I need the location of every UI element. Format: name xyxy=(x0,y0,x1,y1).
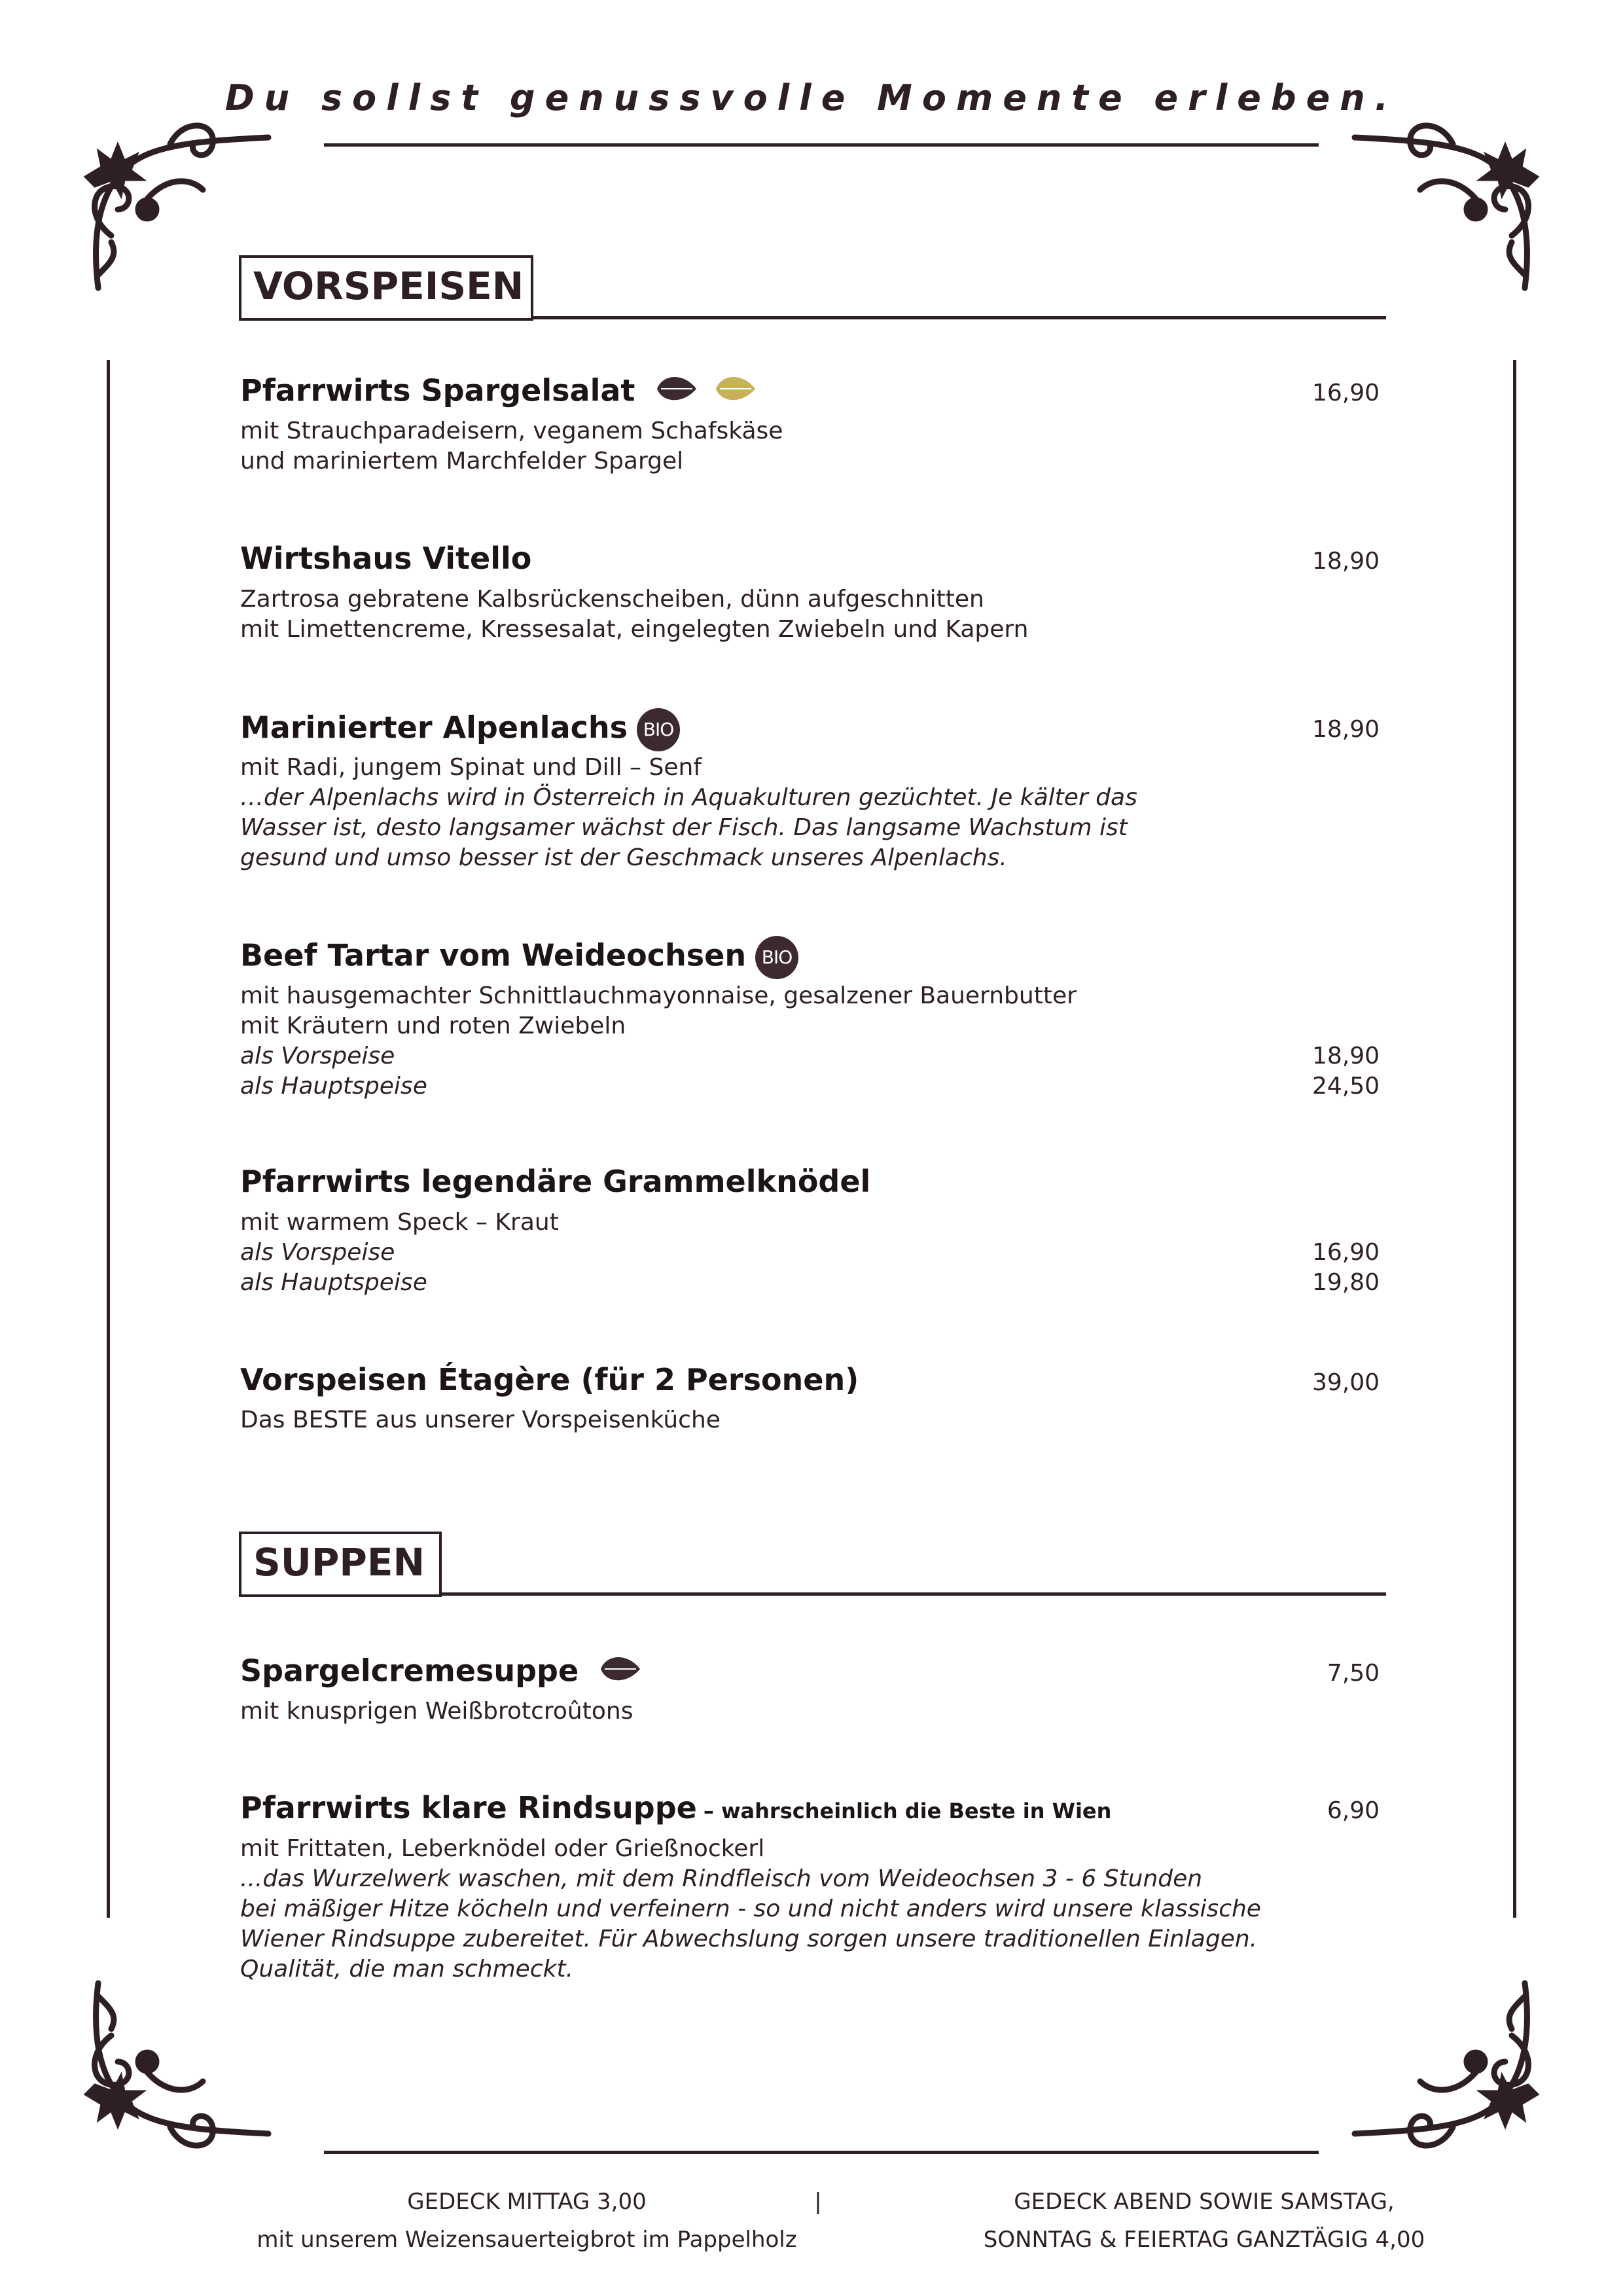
section-rule-vorspeisen xyxy=(531,316,1386,319)
variant-price: 16,90 xyxy=(1311,1239,1380,1266)
section-title-vorspeisen: VORSPEISEN xyxy=(239,255,533,321)
dish-description: mit Limettencreme, Kressesalat, eingelegten Zwiebeln und Kapern xyxy=(240,616,1029,643)
leaf-icon-dark xyxy=(654,372,699,414)
dish-description: mit Frittaten, Leberknödel oder Grießnockerl xyxy=(240,1835,765,1862)
variant-label: als Hauptspeise xyxy=(240,1073,427,1100)
dish-price: 16,90 xyxy=(1311,380,1380,406)
dish-note: bei mäßiger Hitze köcheln und verfeinern - so und nicht anders wird unsere klassische xyxy=(240,1895,1261,1922)
dish-description: mit Strauchparadeisern, veganem Schafskäse xyxy=(240,418,783,444)
dish-name: Vorspeisen Étagère (für 2 Personen) xyxy=(240,1362,859,1397)
section-title-suppen: SUPPEN xyxy=(239,1532,442,1597)
frame-left-line xyxy=(107,360,110,1918)
dish-note: gesund und umso besser ist der Geschmack unseres Alpenlachs. xyxy=(240,844,1007,871)
dish-note: Wiener Rindsuppe zubereitet. Für Abwechslung sorgen unsere traditionellen Einlagen. xyxy=(240,1926,1258,1952)
dish-subtitle: – wahrscheinlich die Beste in Wien xyxy=(703,1799,1112,1823)
footer-left-line: mit unserem Weizensauerteigbrot im Pappelholz xyxy=(257,2227,797,2253)
footer-left-line: GEDECK MITTAG 3,00 xyxy=(407,2189,647,2215)
variant-label: als Hauptspeise xyxy=(240,1269,427,1296)
menu-item-title xyxy=(240,708,680,751)
header-rule xyxy=(324,143,1319,147)
dish-name: Wirtshaus Vitello xyxy=(240,541,532,576)
dish-name: Spargelcremesuppe xyxy=(240,1653,579,1689)
footer-right-line: GEDECK ABEND SOWIE SAMSTAG, xyxy=(1014,2189,1395,2215)
leaf-icon-dark xyxy=(598,1652,643,1694)
corner-ornament-top-right xyxy=(1342,105,1551,301)
variant-label: als Vorspeise xyxy=(240,1239,395,1266)
variant-price: 19,80 xyxy=(1311,1269,1380,1296)
frame-right-line xyxy=(1513,360,1516,1918)
menu-item-title xyxy=(240,372,758,414)
dish-description: Zartrosa gebratene Kalbsrückenscheiben, dünn aufgeschnitten xyxy=(240,586,984,613)
dish-note: Qualität, die man schmeckt. xyxy=(240,1956,574,1982)
footer-divider: | xyxy=(814,2189,822,2215)
bio-badge: BIO xyxy=(637,708,680,751)
dish-description: und mariniertem Marchfelder Spargel xyxy=(240,448,684,475)
dish-name: Pfarrwirts Spargelsalat xyxy=(240,372,635,408)
dish-description: mit warmem Speck – Kraut xyxy=(240,1209,559,1236)
variant-price: 18,90 xyxy=(1311,1043,1380,1069)
dish-description: Das BESTE aus unserer Vorspeisenküche xyxy=(240,1407,721,1433)
corner-ornament-bottom-left xyxy=(72,1970,281,2166)
dish-name: Pfarrwirts klare Rindsuppe xyxy=(240,1790,697,1825)
dish-description: mit hausgemachter Schnittlauchmayonnaise, gesalzener Bauernbutter xyxy=(240,982,1077,1009)
dish-price: 7,50 xyxy=(1327,1660,1380,1687)
section-rule-suppen xyxy=(440,1592,1386,1596)
footer-left xyxy=(200,2183,854,2259)
footer-rule xyxy=(324,2151,1319,2154)
footer-right-line: SONNTAG & FEIERTAG GANZTÄGIG 4,00 xyxy=(983,2227,1425,2253)
dish-name: Pfarrwirts legendäre Grammelknödel xyxy=(240,1164,871,1199)
dish-price: 18,90 xyxy=(1311,548,1380,575)
bio-badge: BIO xyxy=(755,936,798,979)
dish-note: ...das Wurzelwerk waschen, mit dem Rindfleisch vom Weideochsen 3 - 6 Stunden xyxy=(240,1865,1203,1892)
menu-item-title xyxy=(240,1789,1111,1829)
dish-note: Wasser ist, desto langsamer wächst der Fisch. Das langsame Wachstum ist xyxy=(240,814,1128,841)
menu-item-title xyxy=(240,1652,643,1694)
dish-name: Marinierter Alpenlachs xyxy=(240,709,628,745)
corner-ornament-bottom-right xyxy=(1342,1970,1551,2166)
dish-price: 39,00 xyxy=(1311,1369,1380,1396)
tagline: Du sollst genussvolle Momente erleben. xyxy=(224,77,1399,118)
dish-note: …der Alpenlachs wird in Österreich in Aquakulturen gezüchtet. Je kälter das xyxy=(240,784,1137,811)
dish-price: 6,90 xyxy=(1327,1797,1380,1824)
dish-name: Beef Tartar vom Weideochsen xyxy=(240,937,747,973)
dish-description: mit knusprigen Weißbrotcroûtons xyxy=(240,1698,633,1725)
dish-description: mit Radi, jungem Spinat und Dill – Senf xyxy=(240,754,702,781)
footer-right xyxy=(877,2183,1531,2259)
menu-item-title xyxy=(240,936,798,979)
leaf-icon-gold xyxy=(713,372,758,414)
dish-description: mit Kräutern und roten Zwiebeln xyxy=(240,1013,626,1039)
variant-label: als Vorspeise xyxy=(240,1043,395,1069)
dish-price: 18,90 xyxy=(1311,716,1380,743)
variant-price: 24,50 xyxy=(1311,1073,1380,1100)
